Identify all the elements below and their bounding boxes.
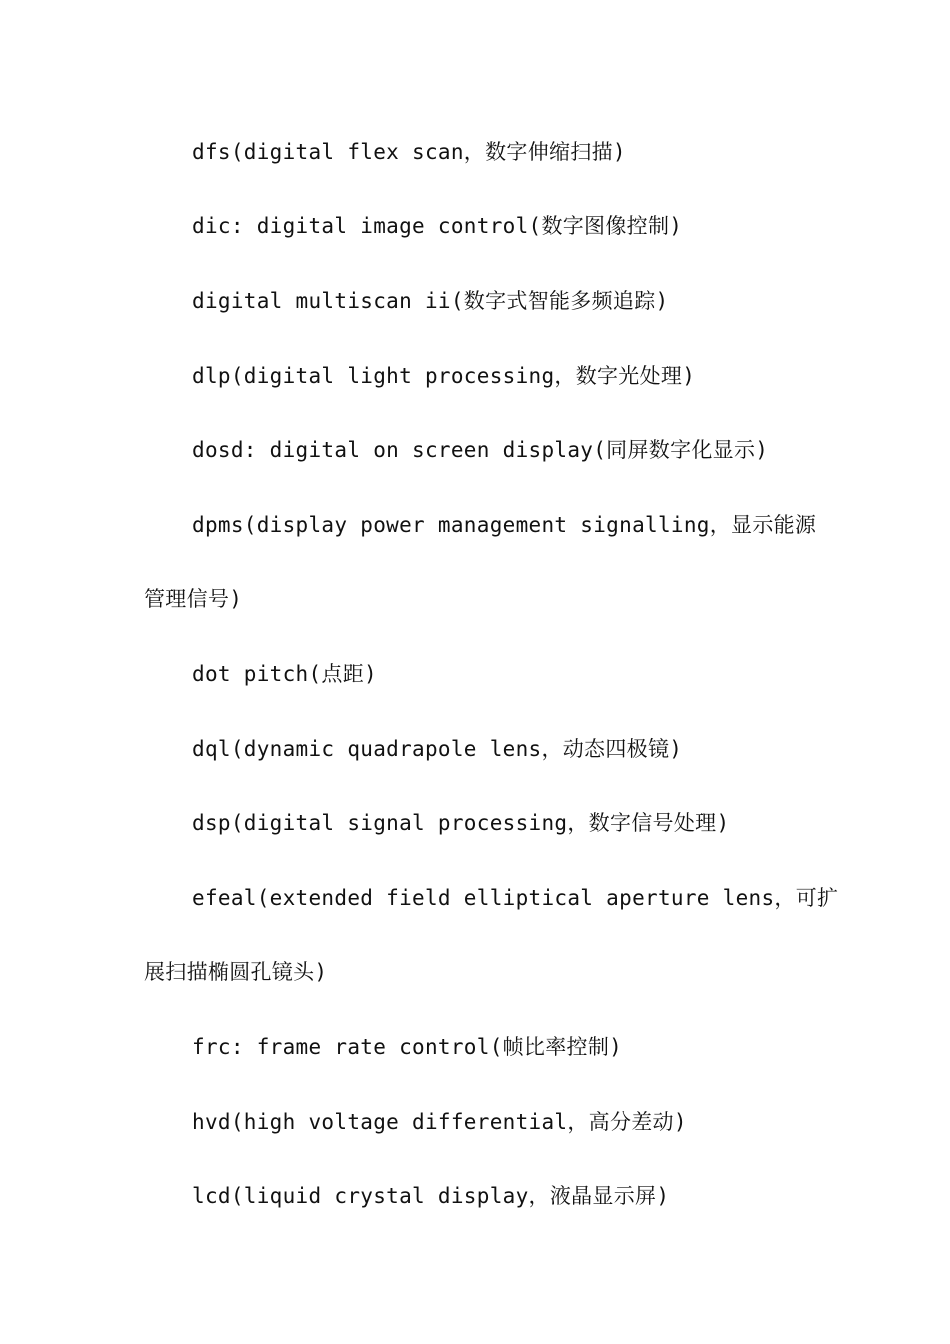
term-lcd: lcd(liquid crystal display，液晶显示屏) — [192, 1184, 670, 1208]
term-hvd: hvd(high voltage differential，高分差动) — [192, 1110, 687, 1134]
term-dsp: dsp(digital signal processing，数字信号处理) — [192, 811, 730, 835]
term-dql: dql(dynamic quadrapole lens，动态四极镜) — [192, 737, 683, 761]
term-dpms-continued: 管理信号) — [144, 587, 243, 611]
term-efeal: efeal(extended field elliptical aperture lens，可扩 — [192, 886, 839, 910]
term-frc: frc: frame rate control(帧比率控制) — [192, 1035, 623, 1059]
term-efeal-continued: 展扫描椭圆孔镜头) — [144, 960, 328, 984]
term-dot-pitch: dot pitch(点距) — [192, 662, 377, 686]
term-dic: dic: digital image control(数字图像控制) — [192, 214, 683, 238]
term-dfs: dfs(digital flex scan，数字伸缩扫描) — [192, 140, 626, 164]
term-dosd: dosd: digital on screen display(同屏数字化显示) — [192, 438, 769, 462]
term-dlp: dlp(digital light processing，数字光处理) — [192, 364, 696, 388]
term-dpms: dpms(display power management signalling，显示能源 — [192, 513, 817, 537]
term-digital-multiscan: digital multiscan ii(数字式智能多频追踪) — [192, 289, 669, 313]
